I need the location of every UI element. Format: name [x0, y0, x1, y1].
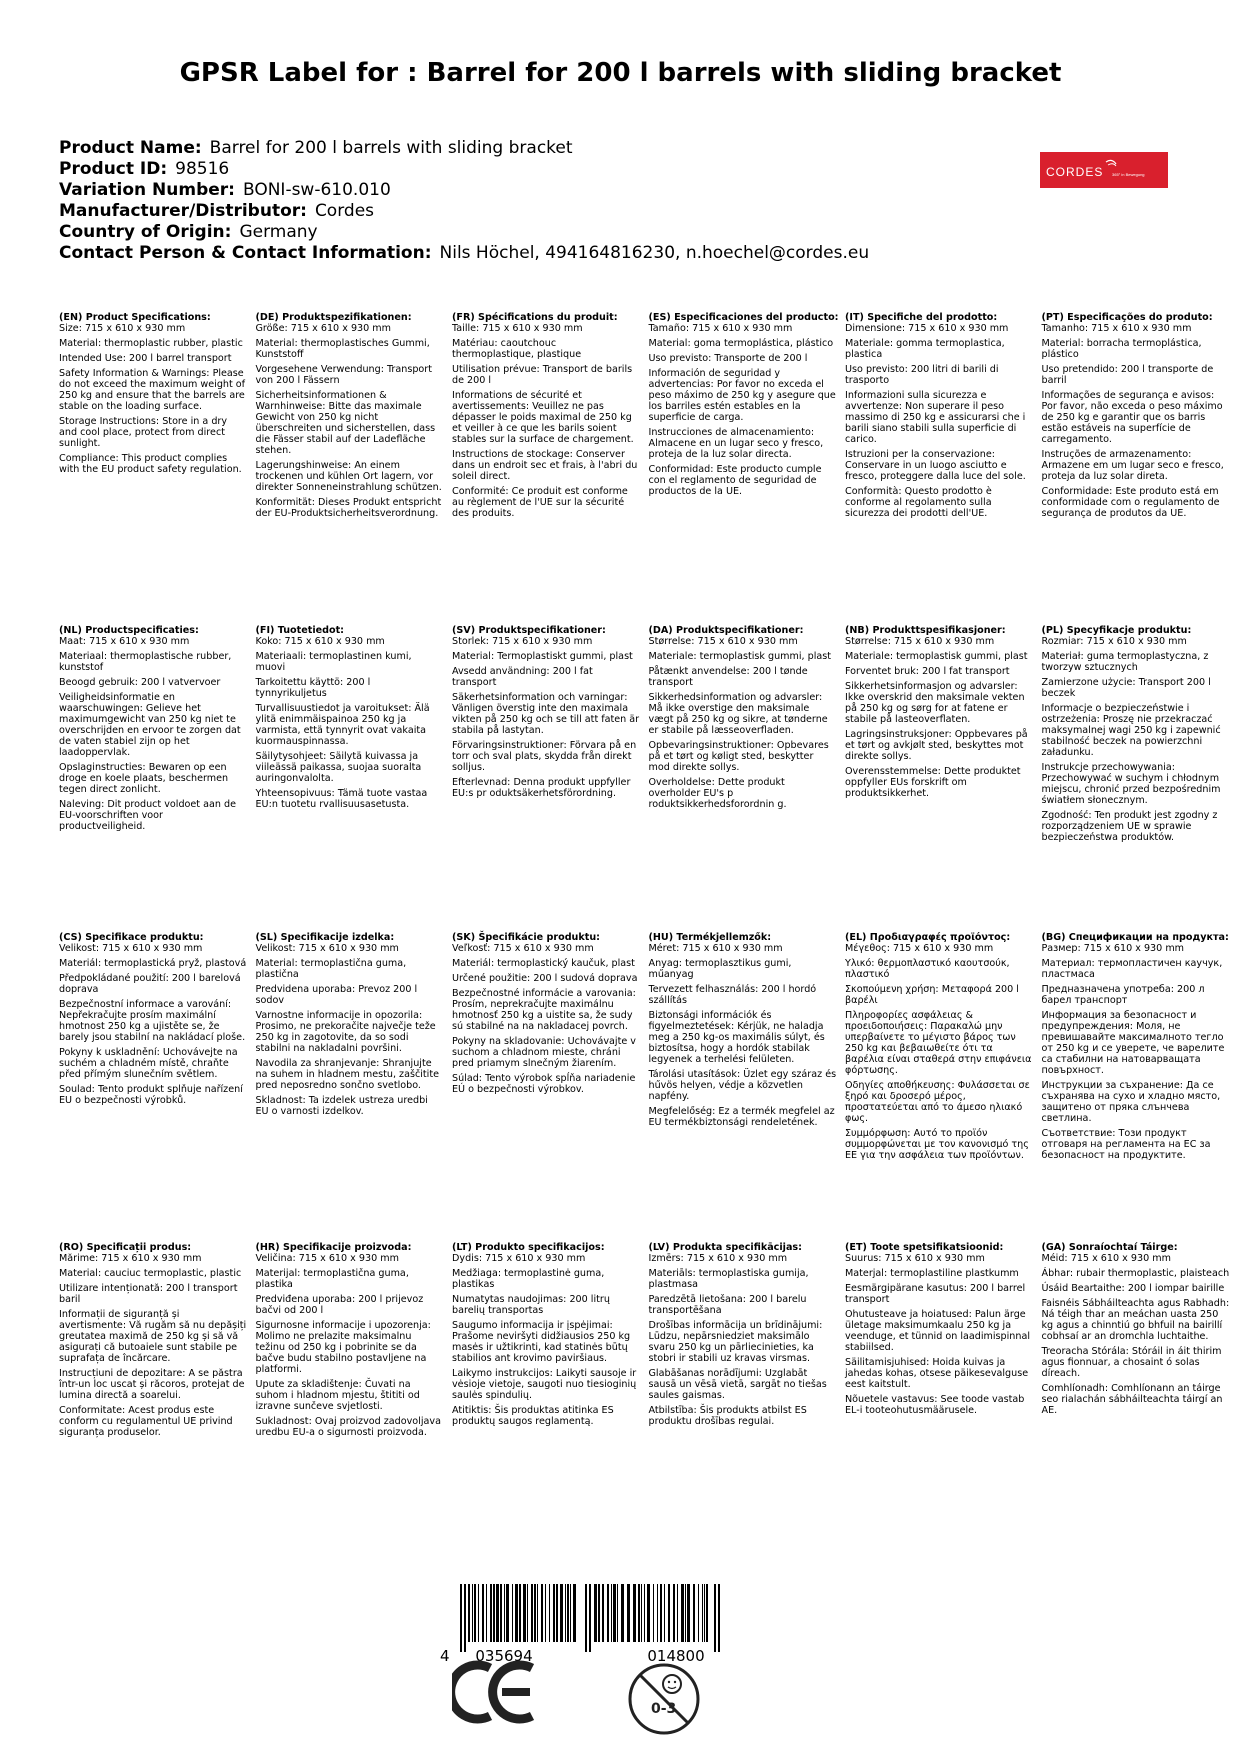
product-name-label: Product Name: [59, 138, 202, 158]
barcode-bar [556, 1584, 558, 1642]
spec-line: Materjal: termoplastiline plastkumm [845, 1268, 1019, 1279]
barcode-bar [627, 1584, 630, 1642]
barcode-bar [617, 1584, 618, 1642]
barcode-bars [460, 1584, 720, 1652]
barcode-bar [677, 1584, 678, 1642]
spec-line: Инструкции за съхранение: Да се съхранява на сухо и хладно място, защитено от пряка слънчева светлина. [1041, 1080, 1221, 1124]
spec-line: Glabāšanas norādījumi: Uzglabāt sausā un vēsā vietā, sargāt no tiešas saules gaismas. [648, 1368, 827, 1401]
barcode-bar [460, 1584, 462, 1652]
spec-line: Skladnost: Ta izdelek ustreza uredbi EU o varnosti izdelkov. [255, 1095, 428, 1117]
spec-heading: (SL) Specifikacije izdelka: [255, 932, 395, 943]
spec-block [649, 312, 837, 501]
country-of-origin-label: Country of Origin: [59, 222, 232, 242]
spec-line: Información de seguridad y advertencias: Por favor no exceda el peso máximo de 250 kg y asegure que los barriles estén estables en la superficie de carga. [648, 368, 836, 423]
spec-line: Conformità: Questo prodotto è conforme al regolamento sulla sicurezza dei prodotti dell'UE. [845, 486, 992, 519]
spec-block [1042, 932, 1230, 1165]
spec-block [845, 312, 1033, 523]
barcode-left-group: 035694 [475, 1647, 533, 1665]
spec-line: Uso previsto: Transporte de 200 l [648, 353, 808, 364]
spec-line: Comhlíonadh: Comhlíonann an táirge seo rialachán sábháilteachta táirgí an AE. [1041, 1383, 1223, 1416]
variation-number-label: Variation Number: [59, 180, 235, 200]
barcode-bar [698, 1584, 699, 1642]
spec-line: Rozmiar: 715 x 610 x 930 mm [1041, 636, 1187, 647]
spec-line: Предназначена употреба: 200 л барел транспорт [1041, 984, 1205, 1006]
barcode-bar [534, 1584, 536, 1642]
spec-block [256, 312, 444, 523]
barcode-bar [638, 1584, 640, 1642]
contact-value: Nils Höchel, 494164816230, n.hoechel@cordes.eu [439, 243, 870, 263]
spec-line: Conformidade: Este produto está em conformidade com o regulamento de segurança de produtos da UE. [1041, 486, 1220, 519]
spec-line: Μέγεθος: 715 x 610 x 930 mm [845, 943, 994, 954]
spec-line: Intended Use: 200 l barrel transport [59, 353, 232, 364]
spec-line: Overholdelse: Dette produkt overholder EU's p roduktsikkerhedsforordnin g. [648, 777, 787, 810]
barcode-bar [527, 1584, 528, 1642]
barcode-bar [714, 1584, 716, 1652]
specifications-grid [59, 312, 1239, 1532]
spec-line: Förvaringsinstruktioner: Förvara på en torr och sval plats, skydda från direkt solljus. [452, 740, 637, 773]
spec-line: Navodila za shranjevanje: Shranjujte na suhem in hladnem mestu, zaščitite pred neposredno sončno svetlobo. [255, 1058, 439, 1091]
spec-line: Instructions de stockage: Conserver dans un endroit sec et frais, à l'abri du soleil direct. [452, 449, 638, 482]
product-info [59, 138, 869, 264]
spec-line: Paredzētā lietošana: 200 l barelu transportēšana [648, 1294, 807, 1316]
spec-line: Οδηγίες αποθήκευσης: Φυλάσσεται σε ξηρό και δροσερό μέρος, προστατεύεται από το άμεσο ηλιακό φως. [845, 1080, 1030, 1124]
spec-line: Opbevaringsinstruktioner: Opbevares på et tørt og køligt sted, beskytter mod direkte sollys. [648, 740, 829, 773]
spec-line: Tarkoitettu käyttö: 200 l tynnyrikuljetus [255, 677, 371, 699]
product-name-row [59, 138, 869, 159]
spec-line: Velikost: 715 x 610 x 930 mm [255, 943, 399, 954]
spec-line: Istruzioni per la conservazione: Conservare in un luogo asciutto e fresco, proteggere dalla luce del sole. [845, 449, 1026, 482]
spec-line: Varnostne informacije in opozorila: Prosimo, ne prekoračite največje teže 250 kg in zagotovite, da so sodi stabilni na nakladalni površini. [255, 1010, 436, 1054]
spec-line: Veiligheidsinformatie en waarschuwingen: Gelieve het maximumgewicht van 250 kg niet te overschrijden en ervoor te zorgen dat de vaten stabiel zijn op het laadoppervlak. [59, 692, 241, 758]
barcode-bar [531, 1584, 533, 1642]
spec-line: Materiał: guma termoplastyczna, z tworzyw sztucznych [1041, 651, 1209, 673]
spec-line: Ohutusteave ja hoiatused: Palun ärge ületage maksimumkaalu 250 kg ja veenduge, et tünnid on laadimispinnal stabiilsed. [845, 1309, 1030, 1353]
spec-line: Předpokládané použití: 200 l barelová doprava [59, 973, 241, 995]
spec-line: Naleving: Dit product voldoet aan de EU-voorschriften voor productveiligheid. [59, 799, 236, 832]
spec-line: Megfelelőség: Ez a termék megfelel az EU termékbiztonsági rendeletének. [648, 1106, 835, 1128]
spec-heading: (FR) Spécifications du produit: [452, 312, 618, 323]
barcode-bar [541, 1584, 543, 1642]
spec-heading: (DE) Produktspezifikationen: [255, 312, 412, 323]
spec-line: Material: Termoplastiskt gummi, plast [452, 651, 633, 662]
spec-line: Materiāls: termoplastiska gumija, plastmasa [648, 1268, 809, 1290]
spec-line: Säilytysohjeet: Säilytä kuivassa ja viileässä paikassa, suojaa suoralta auringonvalolta. [255, 751, 422, 784]
spec-line: Material: termoplastična guma, plastična [255, 958, 407, 980]
spec-line: Atbilstība: Šis produkts atbilst ES produktu drošības regulai. [648, 1405, 807, 1427]
spec-line: Instrucțiuni de depozitare: A se păstra într-un loc uscat și răcoros, protejat de lumina directă a soarelui. [59, 1368, 245, 1401]
spec-heading: (ET) Toote spetsifikatsioonid: [845, 1242, 1004, 1253]
barcode-bar [693, 1584, 695, 1642]
spec-line: Informacje o bezpieczeństwie i ostrzeżenia: Proszę nie przekraczać maksymalnej wagi 250 kg i zapewnić stabilność beczek na powierzchni załadunku. [1041, 703, 1221, 758]
barcode-bar [611, 1584, 612, 1642]
spec-line: Maat: 715 x 610 x 930 mm [59, 636, 190, 647]
barcode-bar [496, 1584, 499, 1642]
spec-line: Numatytas naudojimas: 200 litrų barelių transportas [452, 1294, 610, 1316]
barcode-bar [472, 1584, 473, 1642]
spec-line: Σκοπούμενη χρήση: Μεταφορά 200 l βαρέλι [845, 984, 1019, 1006]
spec-line: Sukladnost: Ovaj proizvod zadovoljava uredbu EU-a o sigurnosti proizvoda. [255, 1416, 441, 1438]
spec-block [845, 1242, 1033, 1420]
spec-line: Material: thermoplastic rubber, plastic [59, 338, 243, 349]
spec-line: Soulad: Tento produkt splňuje nařízení EU o bezpečnosti výrobků. [59, 1084, 243, 1106]
spec-line: Materiale: termoplastisk gummi, plast [648, 651, 831, 662]
spec-line: Informations de sécurité et avertissements: Veuillez ne pas dépasser le poids maximal de 250 kg et veiller à ce que les barils soient stables sur la surface de chargement. [452, 390, 634, 445]
spec-heading: (EN) Product Specifications: [59, 312, 211, 323]
barcode-bar [504, 1584, 505, 1642]
spec-line: Tervezett felhasználás: 200 l hordó szállítás [648, 984, 817, 1006]
barcode-bar [490, 1584, 492, 1642]
spec-heading: (ES) Especificaciones del producto: [648, 312, 839, 323]
spec-line: Sicherheitsinformationen & Warnhinweise: Bitte das maximale Gewicht von 250 kg nicht überschreiten und sicherstellen, dass die Fässer stabil auf der Ladefläche stehen. [255, 390, 436, 456]
spec-line: Zgodność: Ten produkt jest zgodny z rozporządzeniem UE w sprawie bezpieczeństwa produktów. [1041, 810, 1218, 843]
barcode-bar [664, 1584, 665, 1642]
spec-block [845, 625, 1033, 803]
barcode-bar [523, 1584, 526, 1642]
spec-line: Saugumo informacija ir įspėjimai: Prašome neviršyti didžiausios 250 kg masės ir užtikrinti, kad statinės būtų stabilios ant krovimo paviršiaus. [452, 1320, 631, 1364]
spec-line: Dydis: 715 x 610 x 930 mm [452, 1253, 586, 1264]
barcode-bar [594, 1584, 597, 1642]
spec-line: Materiaali: termoplastinen kumi, muovi [255, 651, 412, 673]
spec-line: Efterlevnad: Denna produkt uppfyller EU:s pr oduktsäkerhetsförordning. [452, 777, 631, 799]
spec-line: Размер: 715 x 610 x 930 mm [1041, 943, 1185, 954]
spec-line: Utilizare intenționată: 200 l transport baril [59, 1283, 238, 1305]
age-warning-label: 0-3 [651, 1701, 677, 1717]
barcode-bar [560, 1584, 563, 1642]
spec-heading: (GA) Sonraíochtaí Táirge: [1041, 1242, 1178, 1253]
barcode-bar [519, 1584, 521, 1642]
spec-line: Upute za skladištenje: Čuvati na suhom i hladnom mjestu, štititi od izravne sunčeve svjetlosti. [255, 1379, 420, 1412]
manufacturer-value: Cordes [314, 201, 375, 221]
barcode-bar [570, 1584, 571, 1642]
spec-heading: (IT) Specifiche del prodotto: [845, 312, 998, 323]
spec-line: Méret: 715 x 610 x 930 mm [648, 943, 783, 954]
spec-line: Størrelse: 715 x 610 x 930 mm [845, 636, 995, 647]
spec-block [59, 1242, 247, 1442]
manufacturer-row [59, 201, 869, 222]
spec-line: Izmērs: 715 x 610 x 930 mm [648, 1253, 788, 1264]
barcode-bar [500, 1584, 502, 1642]
spec-block [59, 312, 247, 479]
spec-block [452, 932, 640, 1099]
spec-line: Informazioni sulla sicurezza e avvertenze: Non superare il peso massimo di 250 kg e assicurarsi che i barili siano stabili sulla superficie di carico. [845, 390, 1026, 445]
spec-heading: (PL) Specyfikacje produktu: [1041, 625, 1192, 636]
spec-line: Material: cauciuc termoplastic, plastic [59, 1268, 242, 1279]
spec-line: Určené použitie: 200 l sudová doprava [452, 973, 638, 984]
spec-line: Mărime: 715 x 610 x 930 mm [59, 1253, 202, 1264]
spec-line: Utilisation prévue: Transport de barils de 200 l [452, 364, 633, 386]
spec-line: Pokyny k uskladnění: Uchovávejte na suchém a chladném místě, chraňte před přímým slunečním světlem. [59, 1047, 238, 1080]
spec-line: Säilitamisjuhised: Hoida kuivas ja jahedas kohas, otsese päikesevalguse eest kaitstult. [845, 1357, 1029, 1390]
spec-line: Bezpečnostné informácie a varovania: Prosím, neprekračujte maximálnu hmotnosť 250 kg a uistite sa, že sudy sú stabilné na na nakladacej povrch. [452, 988, 636, 1032]
spec-line: Bezpečnostní informace a varování: Nepřekračujte prosím maximální hmotnost 250 kg a ujistěte se, že barely jsou stabilní na nakládací ploše. [59, 999, 246, 1043]
spec-line: Turvallisuustiedot ja varoitukset: Älä ylitä enimmäispainoa 250 kg ja varmista, että tynnyrit ovat vakaita kuormauspinnassa. [255, 703, 430, 747]
spec-line: Overensstemmelse: Dette produktet oppfyller EUs forskrift om produktsikkerhet. [845, 766, 1021, 799]
spec-heading: (EL) Προδιαγραφές προϊόντος: [845, 932, 1011, 943]
barcode-bar [633, 1584, 636, 1642]
spec-heading: (FI) Tuotetiedot: [255, 625, 344, 636]
spec-line: Instruções de armazenamento: Armazene em um lugar seco e fresco, proteja da luz solar direta. [1041, 449, 1224, 482]
spec-line: Instrukcje przechowywania: Przechowywać w suchym i chłodnym miejscu, chronić przed bezpośrednim światłem słonecznym. [1041, 762, 1221, 806]
spec-line: Uso pretendido: 200 l transporte de barril [1041, 364, 1214, 386]
barcode-bar [567, 1584, 569, 1642]
logo-tagline: 365° in Bewegung [1112, 172, 1145, 177]
spec-line: Suurus: 715 x 610 x 930 mm [845, 1253, 985, 1264]
barcode-bar [474, 1584, 476, 1642]
spec-line: Yhteensopivuus: Tämä tuote vastaa EU:n tuotetu rvallisuusasetusta. [255, 788, 428, 810]
spec-line: Laikymo instrukcijos: Laikyti sausoje ir vėsioje vietoje, saugoti nuo tiesioginių saulės spindulių. [452, 1368, 637, 1401]
barcode-bar [537, 1584, 538, 1642]
barcode-bar [613, 1584, 616, 1642]
barcode-bar [668, 1584, 670, 1642]
spec-line: Tamanho: 715 x 610 x 930 mm [1041, 323, 1192, 334]
ce-mark [452, 1660, 538, 1728]
barcode-bar [607, 1584, 609, 1642]
spec-block [256, 1242, 444, 1442]
spec-line: Πληροφορίες ασφάλειας & προειδοποιήσεις: Παρακαλώ μην υπερβαίνετε το μέγιστο βάρος των 250 kg και βεβαιωθείτε ότι τα βαρέλια είναι σταθερά στην επιφάνεια φόρτωσης. [845, 1010, 1032, 1076]
barcode-bar [681, 1584, 684, 1642]
spec-line: Größe: 715 x 610 x 930 mm [255, 323, 391, 334]
spec-line: Συμμόρφωση: Αυτό το προϊόν συμμορφώνεται με τον κανονισμό της ΕΕ για την ασφάλεια των προϊόντων. [845, 1128, 1029, 1161]
spec-heading: (SK) Špecifikácie produktu: [452, 932, 601, 943]
spec-line: Anyag: termoplasztikus gumi, műanyag [648, 958, 792, 980]
barcode-bar [545, 1584, 546, 1642]
barcode-bar [565, 1584, 566, 1642]
barcode-bar [673, 1584, 675, 1642]
barcode-bar [515, 1584, 518, 1642]
spec-line: Koko: 715 x 610 x 930 mm [255, 636, 385, 647]
barcode-bar [644, 1584, 645, 1642]
spec-block [1042, 625, 1230, 847]
spec-line: Uso previsto: 200 litri di barili di trasporto [845, 364, 999, 386]
spec-line: Informații de siguranță și avertismente: Vă rugăm să nu depășiți greutatea maximă de 250 kg și să vă asigurați că butoaiele sunt stabile pe suprafața de încărcare. [59, 1309, 247, 1364]
spec-line: Tamaño: 715 x 610 x 930 mm [648, 323, 793, 334]
spec-line: Treoracha Stórála: Stóráil in áit thirim agus fionnuar, a chosaint ó solas díreach. [1041, 1346, 1222, 1379]
barcode-bar [653, 1584, 654, 1642]
barcode-bar [506, 1584, 509, 1642]
spec-line: Materijal: termoplastična guma, plastika [255, 1268, 409, 1290]
barcode-bar [482, 1584, 484, 1642]
spec-line: Material: thermoplastisches Gummi, Kunststoff [255, 338, 430, 360]
spec-line: Påtænkt anvendelse: 200 l tønde transport [648, 666, 808, 688]
spec-block [1042, 1242, 1230, 1420]
spec-line: Instrucciones de almacenamiento: Almacene en un lugar seco y fresco, proteja de la luz solar directa. [648, 427, 824, 460]
barcode-bar [702, 1584, 703, 1642]
spec-block [649, 625, 837, 814]
spec-line: Medžiaga: termoplastinė guma, plastikas [452, 1268, 605, 1290]
spec-heading: (DA) Produktspecifikationer: [648, 625, 804, 636]
spec-line: Atitiktis: Šis produktas atitinka ES produktų saugos reglamentą. [452, 1405, 614, 1427]
spec-line: Zamierzone użycie: Transport 200 l beczek [1041, 677, 1211, 699]
spec-line: Storage Instructions: Store in a dry and cool place, protect from direct sunlight. [59, 416, 228, 449]
spec-line: Informações de segurança e avisos: Por favor, não exceda o peso máximo de 250 kg e garantir que os barris estão estáveis na superfície de carregamento. [1041, 390, 1223, 445]
barcode-first-digit: 4 [440, 1647, 450, 1665]
variation-number-value: BONI-sw-610.010 [242, 180, 391, 200]
spec-line: Conformidad: Este producto cumple con el reglamento de seguridad de productos de la UE. [648, 464, 822, 497]
spec-heading: (HR) Specifikacije proizvoda: [255, 1242, 412, 1253]
spec-line: Sigurnosne informacije i upozorenja: Molimo ne prelazite maksimalnu težinu od 250 kg i pobrinite se da bačve budu stabilno postavljene na platformi. [255, 1320, 431, 1375]
barcode-bar [706, 1584, 708, 1642]
spec-block [649, 1242, 837, 1431]
product-id-row [59, 159, 869, 180]
spec-line: Conformité: Ce produit est conforme au règlement de l'UE sur la sécurité des produits. [452, 486, 628, 519]
spec-heading: (CS) Specifikace produktu: [59, 932, 204, 943]
spec-line: Материал: термопластичен каучук, пластмаса [1041, 958, 1223, 980]
spec-block [452, 312, 640, 523]
spec-block [256, 625, 444, 814]
spec-line: Taille: 715 x 610 x 930 mm [452, 323, 583, 334]
barcode-bar [486, 1584, 487, 1642]
spec-line: Sikkerhetsinformasjon og advarsler: Ikke overskrid den maksimale vekten på 250 kg og sørg for at fatene er stabile på lasteoverflaten. [845, 681, 1025, 725]
spec-line: Информация за безопасност и предупреждения: Моля, не превишавайте максималното тегло от 250 kg и се уверете, че варелите са стабилни на натоварващата повърхност. [1041, 1010, 1225, 1076]
spec-block [845, 932, 1033, 1165]
spec-heading: (SV) Produktspecifikationer: [452, 625, 606, 636]
spec-line: Matériau: caoutchouc thermoplastique, plastique [452, 338, 582, 360]
spec-heading: (NB) Produkttspesifikasjoner: [845, 625, 1006, 636]
manufacturer-label: Manufacturer/Distributor: [59, 201, 307, 221]
spec-line: Vorgesehene Verwendung: Transport von 200 l Fässern [255, 364, 433, 386]
spec-line: Størrelse: 715 x 610 x 930 mm [648, 636, 798, 647]
spec-line: Pokyny na skladovanie: Uchovávajte v suchom a chladnom mieste, chráni pred priamym slnečným žiarením. [452, 1036, 636, 1069]
spec-line: Materiál: termoplastický kaučuk, plast [452, 958, 635, 969]
spec-block [649, 932, 837, 1132]
spec-heading: (HU) Termékjellemzők: [648, 932, 772, 943]
spec-line: Veličina: 715 x 610 x 930 mm [255, 1253, 399, 1264]
spec-line: Sikkerhedsinformation og advarsler: Må ikke overstige den maksimale vægt på 250 kg og sikre, at tønderne er stabile på læsseoverfladen. [648, 692, 828, 736]
spec-line: Beoogd gebruik: 200 l vatvervoer [59, 677, 221, 688]
barcode-bar [478, 1584, 479, 1642]
spec-line: Súlad: Tento výrobok spĺňa nariadenie EÚ o bezpečnosti výrobkov. [452, 1073, 636, 1095]
spec-heading: (RO) Specificații produs: [59, 1242, 192, 1253]
spec-line: Съответствие: Този продукт отговаря на регламента на ЕС за безопасност на продуктите. [1041, 1128, 1211, 1161]
barcode-bar [660, 1584, 662, 1642]
spec-line: Tárolási utasítások: Üzlet egy száraz és hűvös helyen, védje a közvetlen napfény. [648, 1069, 837, 1102]
variation-number-row [59, 180, 869, 201]
barcode-bar [493, 1584, 495, 1642]
spec-line: Biztonsági információk és figyelmeztetések: Kérjük, ne haladja meg a 250 kg-os maximális súlyt, és biztosítsa, hogy a hordók stabilak legyenek a terhelési felületen. [648, 1010, 825, 1065]
spec-line: Material: goma termoplástica, plástico [648, 338, 834, 349]
spec-line: Materiaal: thermoplastische rubber, kunststof [59, 651, 232, 673]
country-of-origin-value: Germany [239, 222, 318, 242]
product-id-label: Product ID: [59, 159, 168, 179]
logo-text: CORDES [1046, 165, 1104, 179]
barcode-bar [704, 1584, 705, 1642]
spec-line: Storlek: 715 x 610 x 930 mm [452, 636, 593, 647]
barcode-bar [553, 1584, 555, 1642]
spec-line: Konformität: Dieses Produkt entspricht der EU-Produktsicherheitsverordnung. [255, 497, 442, 519]
spec-line: Predviđena uporaba: 200 l prijevoz bačvi od 200 l [255, 1294, 424, 1316]
barcode-bar [602, 1584, 604, 1642]
spec-line: Predvidena uporaba: Prevoz 200 l sodov [255, 984, 418, 1006]
spec-line: Materiale: gomma termoplastica, plastica [845, 338, 1005, 360]
spec-heading: (PT) Especificações do produto: [1041, 312, 1213, 323]
spec-block [1042, 312, 1230, 523]
spec-line: Materiale: termoplastisk gummi, plast [845, 651, 1028, 662]
barcode-bar [464, 1584, 466, 1652]
barcode-bar [468, 1584, 470, 1642]
spec-line: Drošības informācija un brīdinājumi: Lūdzu, nepārsniedziet maksimālo svaru 250 kg un pārliecinieties, ka stobri ir stabili uz kravas virsmas. [648, 1320, 823, 1364]
spec-block [59, 625, 247, 836]
barcode-bar [647, 1584, 650, 1642]
spec-line: Lagringsinstruksjoner: Oppbevares på et tørt og avkjølt sted, beskyttes mot direkte sollys. [845, 729, 1028, 762]
barcode-bar [641, 1584, 642, 1642]
barcode-bar [585, 1584, 587, 1652]
spec-heading: (BG) Спецификации на продукта: [1041, 932, 1229, 943]
cordes-logo [1040, 152, 1168, 188]
spec-heading: (LT) Produkto specifikacijos: [452, 1242, 605, 1253]
spec-line: Lagerungshinweise: An einem trockenen und kühlen Ort lagern, vor direkter Sonneneinstrahlung schützen. [255, 460, 442, 493]
contact-row [59, 243, 869, 264]
barcode-bar [549, 1584, 550, 1642]
barcode-bar [621, 1584, 624, 1642]
barcode-bar [512, 1584, 513, 1642]
spec-block [452, 1242, 640, 1431]
spec-line: Veľkosť: 715 x 610 x 930 mm [452, 943, 594, 954]
barcode-bar [589, 1584, 591, 1652]
age-warning-icon [625, 1660, 703, 1742]
spec-line: Méid: 715 x 610 x 930 mm [1041, 1253, 1171, 1264]
spec-line: Forventet bruk: 200 l fat transport [845, 666, 1010, 677]
contact-label: Contact Person & Contact Information: [59, 243, 432, 263]
barcode-right-group: 014800 [647, 1647, 705, 1665]
spec-line: Ábhar: rubair thermoplastic, plaisteach [1041, 1268, 1230, 1279]
product-id-value: 98516 [175, 159, 230, 179]
spec-line: Velikost: 715 x 610 x 930 mm [59, 943, 203, 954]
spec-line: Compliance: This product complies with the EU product safety regulation. [59, 453, 242, 475]
barcode-bar [657, 1584, 658, 1642]
spec-line: Safety Information & Warnings: Please do not exceed the maximum weight of 250 kg and ensure that the barrels are stable on the loading surface. [59, 368, 246, 412]
spec-line: Materiál: termoplastická pryž, plastová [59, 958, 247, 969]
spec-line: Säkerhetsinformation och varningar: Vänligen överstig inte den maximala vikten på 250 kg och se till att faten är stabila på lastytan. [452, 692, 640, 736]
spec-line: Opslaginstructies: Bewaren op een droge en koele plaats, beschermen tegen direct zonlicht. [59, 762, 229, 795]
spec-line: Dimensione: 715 x 610 x 930 mm [845, 323, 1009, 334]
spec-line: Size: 715 x 610 x 930 mm [59, 323, 186, 334]
spec-line: Úsáid Beartaithe: 200 l iompar bairille [1041, 1283, 1225, 1294]
barcode-bar [598, 1584, 600, 1642]
page-title: GPSR Label for : Barrel for 200 l barrels with sliding bracket [179, 58, 1062, 88]
spec-block [256, 932, 444, 1121]
spec-line: Avsedd användning: 200 l fat transport [452, 666, 593, 688]
product-name-value: Barrel for 200 l barrels with sliding bracket [209, 138, 573, 158]
spec-line: Nõuetele vastavus: See toode vastab EL-i tooteohutusmäärusele. [845, 1394, 1025, 1416]
barcode-bar [573, 1584, 576, 1642]
spec-line: Material: borracha termoplástica, plástico [1041, 338, 1202, 360]
spec-heading: (LV) Produkta specifikācijas: [648, 1242, 802, 1253]
barcode-bar [685, 1584, 686, 1642]
spec-line: Eesmärgipärane kasutus: 200 l barrel transport [845, 1283, 1026, 1305]
spec-line: Conformitate: Acest produs este conform cu regulamentul UE privind siguranța produselor. [59, 1405, 233, 1438]
spec-line: Faisnéis Sábháilteachta agus Rabhadh: Ná téigh thar an meáchan uasta 250 kg agus a chinntiú go bhfuil na bairillí cobhsaí ar an dromchla luchtaithe. [1041, 1298, 1230, 1342]
barcode-bar [687, 1584, 690, 1642]
spec-block [59, 932, 247, 1110]
spec-line: Υλικό: θερμοπλαστικό καουτσούκ, πλαστικό [845, 958, 1010, 980]
country-of-origin-row [59, 222, 869, 243]
barcode-bar [718, 1584, 720, 1652]
spec-heading: (NL) Productspecificaties: [59, 625, 199, 636]
spec-block [452, 625, 640, 803]
